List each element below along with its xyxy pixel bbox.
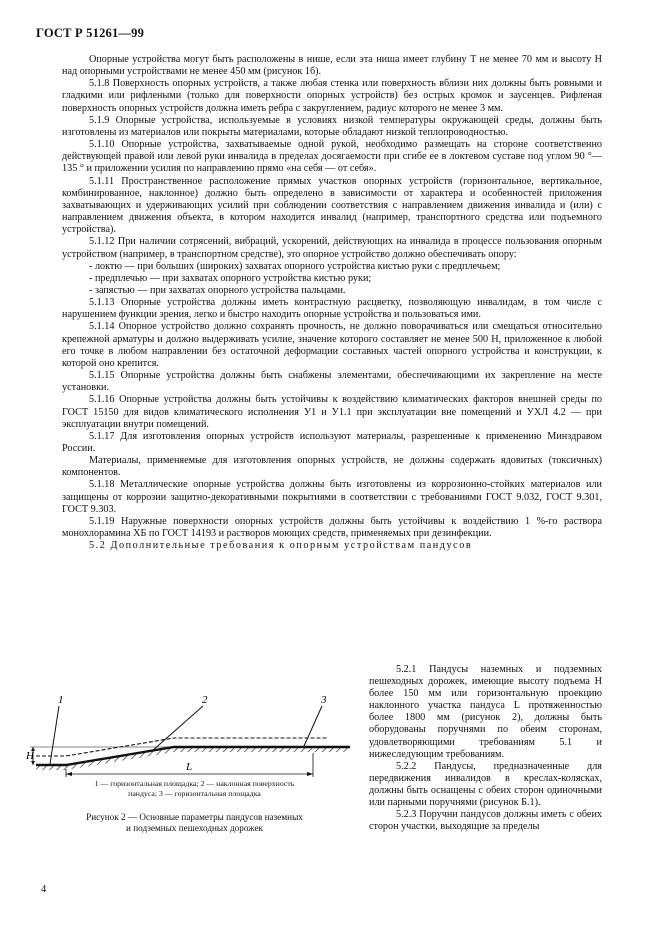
dim-l-arrow-right bbox=[307, 772, 313, 776]
legend-line: пандуса; 3 — горизонтальная площадка bbox=[128, 789, 261, 798]
list-item: - предплечью — при захватах опорного устройства кистью руки; bbox=[89, 272, 372, 284]
figure-caption bbox=[28, 812, 351, 834]
paragraph: 5.1.16 Опорные устройства должны быть устойчивы к воздействию климатических факторов внешней среды по ГОСТ 15150 для видов климатического исполнения У1 и У1.1 при эксплуатации вне помещений и УХЛ 4.2 — при эксплуатации внутри помещений. bbox=[62, 394, 602, 430]
ground-hatching bbox=[36, 747, 350, 770]
paragraph: 5.2.2 Пандусы, предназначенные для передвижения инвалидов в креслах-колясках, должны быть оснащены с обеих сторон одиночными или парными поручнями (рисунок Б.1). bbox=[369, 760, 602, 809]
paragraph: 5.1.19 Наружные поверхности опорных устройств должны быть устойчивы к воздействию 1 %-го раствора монохлорамина ХБ по ГОСТ 14193 и растворов моющих средств, применяемых при дезинфекции. bbox=[62, 515, 602, 540]
dim-l-label: L bbox=[186, 761, 193, 773]
label-2: 2 bbox=[202, 694, 208, 706]
label-3: 3 bbox=[321, 694, 327, 706]
label-1: 1 bbox=[58, 694, 64, 706]
paragraph: 5.1.17 Для изготовления опорных устройств используют материалы, разрешенные к применению Минздравом России. bbox=[62, 430, 602, 454]
leader-2 bbox=[152, 706, 203, 751]
section-heading: 5.2 Дополнительные требования к опорным устройствам пандусов bbox=[89, 540, 473, 552]
dim-l-arrow-left bbox=[66, 772, 72, 776]
paragraph: 5.2.1 Пандусы наземных и подземных пешеходных дорожек, имеющие высоту подъема H более 150 мм или горизонтальную проекцию наклонного участка пандуса L протяженностью более 1800 мм (рисунок 2), должны быть оборудованы поручнями по обеим сторонам, удовлетворяющими требованиям 5.1 и нижеследующим требованиям. bbox=[369, 664, 602, 760]
paragraph: 5.1.14 Опорное устройство должно сохранять прочность, не должно поворачиваться или смещаться относительно крепежной арматуры и должно выдерживать усилие, значение которого составляет не менее 500 Н, приложенное к любой его точке в любом направлении без остаточной деформации составных частей опорного устройства и конструкции, к которой оно крепится. bbox=[62, 321, 602, 369]
ramp-diagram bbox=[28, 685, 351, 777]
list-item: - локтю — при больших (широких) захватах опорного устройства кистью руки с предплечьем; bbox=[89, 260, 501, 272]
leader-1 bbox=[50, 706, 59, 764]
paragraph: Опорные устройства могут быть расположены в нише, если эта ниша имеет глубину T не менее 70 мм и высоту H над опорными устройствами не менее 450 мм (рисунок 1б). bbox=[62, 54, 602, 78]
paragraph: 5.1.12 При наличии сотрясений, вибраций, ускорений, действующих на инвалида в процессе пользования опорным устройством (например, в транспортном средстве), это опорное устройство должно обеспечивать опору: bbox=[62, 236, 602, 260]
page-header: ГОСТ Р 51261—99 bbox=[36, 26, 145, 40]
paragraph: 5.1.13 Опорные устройства должны иметь контрастную расцветку, позволяющую инвалидам, в том числе с нарушением функции зрения, легко и быстро находить опорные устройства и пользоваться ими. bbox=[62, 297, 602, 321]
caption-line: и подземных пешеходных дорожек bbox=[126, 823, 263, 833]
paragraph: 5.1.18 Металлические опорные устройства должны быть изготовлены из коррозионно-стойких материалов или защищены от коррозии защитно-декоративными покрытиями в соответствии с требованиями ГОСТ 9.032, ГОСТ 9.301, ГОСТ 9.303. bbox=[62, 479, 602, 515]
paragraph: 5.1.11 Пространственное расположение прямых участков опорных устройств (горизонтальное, вертикальное, комбинированное, наклонное) должно быть определено в зависимости от характера и особенностей приложения захватывающих и удерживающих усилий при соблюдении соответствия с направлением движения инвалида и (или) с направлением движения объекта, в котором находится инвалид (например, транспортного средства или подъемного устройства). bbox=[62, 175, 602, 236]
right-column bbox=[369, 664, 602, 833]
figure-2 bbox=[28, 685, 351, 834]
paragraph: 5.1.15 Опорные устройства должны быть снабжены элементами, обеспечивающими их закрепление на месте установки. bbox=[62, 370, 602, 394]
main-text bbox=[62, 54, 602, 552]
figure-legend bbox=[28, 779, 351, 799]
page-number: 4 bbox=[41, 884, 47, 895]
paragraph: 5.2.3 Поручни пандусов должны иметь с обеих сторон участки, выходящие за пределы bbox=[369, 809, 602, 833]
caption-line: Рисунок 2 — Основные параметры пандусов наземных bbox=[86, 812, 303, 822]
dim-h-label: H bbox=[26, 750, 34, 762]
paragraph: Материалы, применяемые для изготовления опорных устройств, не должны содержать ядовитых (токсичных) компонентов. bbox=[62, 455, 602, 479]
paragraph: 5.1.8 Поверхность опорных устройств, а также любая стенка или поверхность вблизи них должны быть ровными и гладкими или рифлеными (только для поверхности опорных устройств) без острых кромок и заусенцев. Рифленая поверхность опорных устройств должна иметь ребра с закруглением, радиус которого не менее 3 мм. bbox=[62, 78, 602, 114]
list-item: - запястью — при захватах опорного устройства пальцами. bbox=[89, 284, 346, 296]
paragraph: 5.1.10 Опорные устройства, захватываемые одной рукой, необходимо размещать на стороне соответственно действующей правой или левой руки инвалида в пределах досягаемости при сгибе ее в локтевом суставе под углом 90 °—135 ° и приложении усилия по направлению прямо «на себя — от себя». bbox=[62, 139, 602, 175]
leader-3 bbox=[304, 706, 322, 746]
paragraph: 5.1.9 Опорные устройства, используемые в условиях низкой температуры окружающей среды, должны быть изготовлены из материалов или покрыты материалами, которые обладают низкой теплопроводностью. bbox=[62, 114, 602, 138]
legend-line: 1 — горизонтальная площадка; 2 — наклонная поверхность bbox=[94, 779, 295, 788]
